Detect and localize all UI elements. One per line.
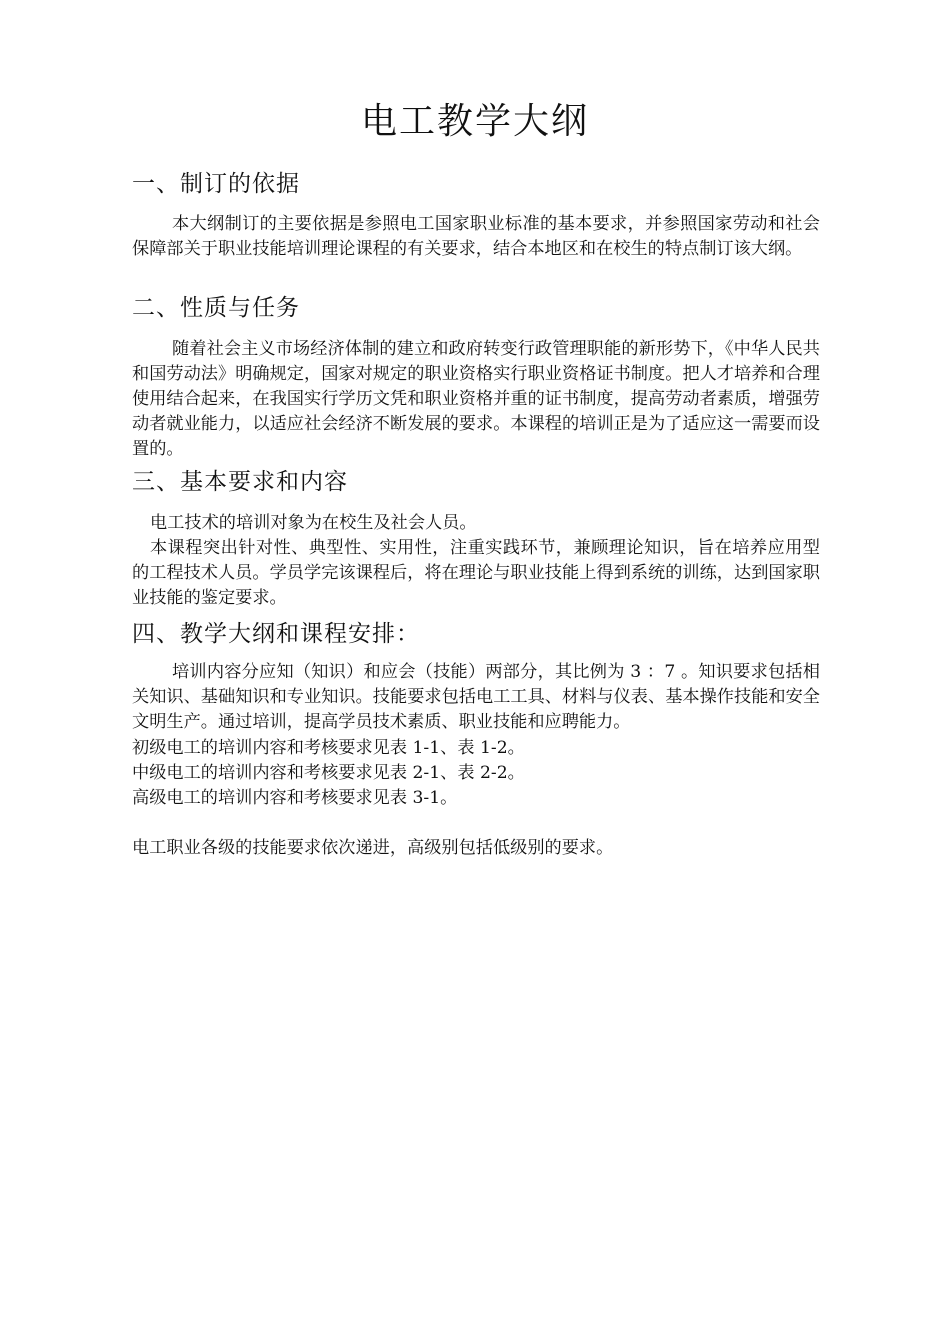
section-heading-3: 三、基本要求和内容 (132, 469, 348, 495)
section-heading-4: 四、教学大纲和课程安排： (132, 621, 420, 647)
section-heading-1: 一、制订的依据 (132, 171, 300, 197)
section-heading-2: 二、性质与任务 (132, 295, 300, 321)
section-3-paragraph-1: 电工技术的培训对象为在校生及社会人员。 (150, 513, 477, 533)
section-4-line-advanced: 高级电工的培训内容和考核要求见表 3-1。 (132, 788, 458, 808)
section-1-paragraph-1: 本大纲制订的主要依据是参照电工国家职业标准的基本要求，并参照国家劳动和社会保障部关于职业技能培训理论课程的有关要求，结合本地区和在校生的特点制订该大纲。 (132, 214, 820, 259)
section-4-closing-line: 电工职业各级的技能要求依次递进，高级别包括低级别的要求。 (132, 838, 614, 858)
section-3-paragraph-2: 本课程突出针对性、典型性、实用性，注重实践环节，兼顾理论知识，旨在培养应用型的工程技术人员。学员学完该课程后，将在理论与职业技能上得到系统的训练，达到国家职业技能的鉴定要求。 (132, 538, 820, 608)
section-4-paragraph-1: 培训内容分应知（知识）和应会（技能）两部分，其比例为 3 ：7 。知识要求包括相关知识、基础知识和专业知识。技能要求包括电工工具、材料与仪表、基本操作技能和安全文明生产。通过培训，提高学员技术素质、职业技能和应聘能力。 (132, 662, 820, 732)
section-4-line-primary: 初级电工的培训内容和考核要求见表 1-1、表 1-2。 (132, 738, 525, 758)
document-title: 电工教学大纲 (360, 101, 589, 142)
section-2-paragraph-1: 随着社会主义市场经济体制的建立和政府转变行政管理职能的新形势下，《中华人民共和国劳动法》明确规定，国家对规定的职业资格实行职业资格证书制度。把人才培养和合理使用结合起来，在我国实行学历文凭和职业资格并重的证书制度，提高劳动者素质，增强劳动者就业能力，以适应社会经济不断发展的要求。本课程的培训正是为了适应这一需要而设置的。 (132, 339, 820, 459)
section-4-line-intermediate: 中级电工的培训内容和考核要求见表 2-1、表 2-2。 (132, 763, 525, 783)
